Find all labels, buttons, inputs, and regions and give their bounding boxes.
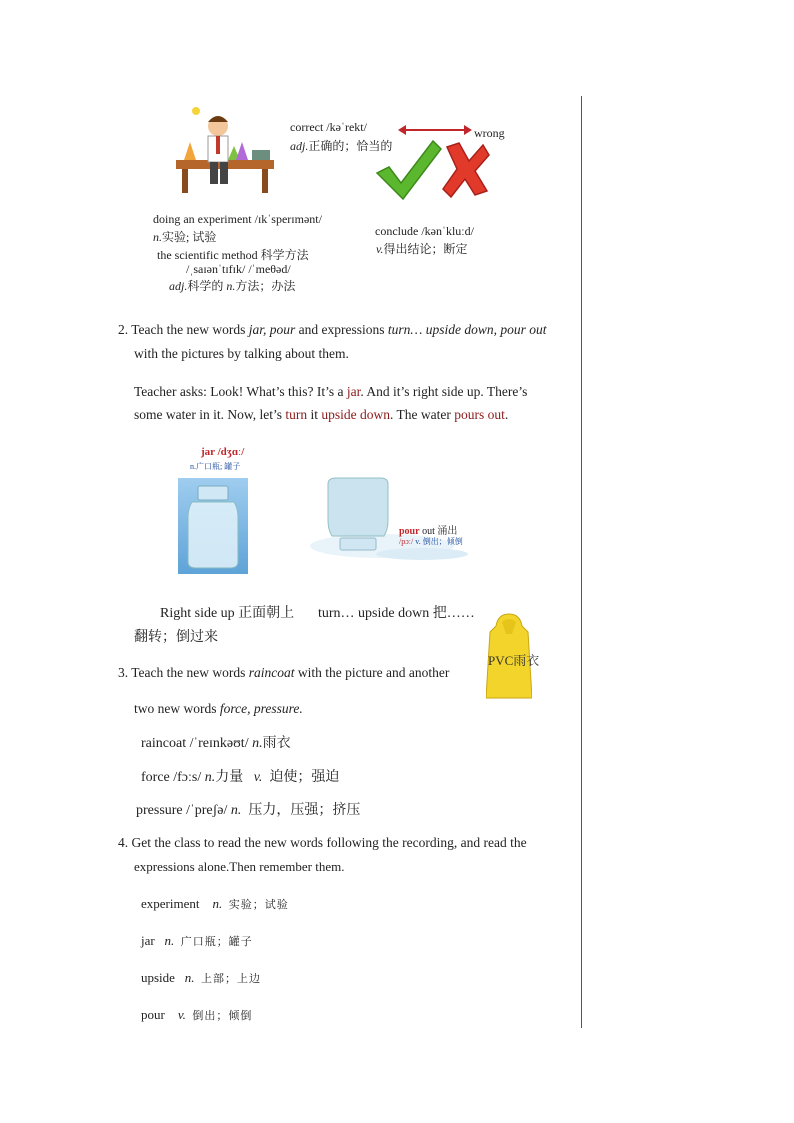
vocab-pour: pour v. 倒出；倾倒 [141,1007,253,1022]
double-arrow-icon [398,124,472,136]
experiment-meaning: n.实验; 试验 [153,230,217,244]
step2-line1: 2. Teach the new words jar, pour and expressions turn… upside down, pour out [118,322,547,337]
pour-card-word: pour out 涌出 [399,526,458,537]
vocab-force: force /fɔːs/ n.力量 v. 迫使；强迫 [141,770,340,785]
table-border-line [581,96,582,1028]
jar-image [178,478,248,574]
experiment-word: doing an experiment /ɪkˈsperɪmənt/ [153,212,322,226]
method-word: the scientific method 科学方法 [157,248,309,262]
vocab-pressure: pressure /ˈpreʃə/ n. 压力，压强；挤压 [136,803,361,818]
wrong-word: wrong [474,126,505,140]
method-meaning: adj.科学的 n.方法；办法 [169,279,296,293]
method-phonetic: /ˌsaɪənˈtɪfɪk/ /ˈmeθəd/ [186,262,291,276]
pour-image [302,470,482,562]
caption-right-side: Right side up 正面朝上 [160,606,295,621]
vocab-upside: upside n. 上部；上边 [141,970,261,985]
correct-meaning: adj.正确的；恰当的 [290,139,393,153]
jar-card-word: jar /dʒɑː/ [201,446,245,458]
teacher-question-line: Teacher asks: Look! What’s this? It’s a jar. And it’s right side up. There’s [134,384,528,399]
jar-card-meaning: n.广口瓶; 罐子 [190,462,241,471]
raincoat-label: PVC雨衣 [488,653,540,668]
step2-line2: with the pictures by talking about them. [134,346,349,361]
pour-card-meaning: /pɔː/ v. 倒出；倾倒 [399,537,463,546]
caption-turn-upside: turn… upside down 把…… [318,606,475,621]
check-cross-illustration [375,139,490,201]
vocab-jar: jar n. 广口瓶；罐子 [141,933,253,948]
caption-turn-upside-2: 翻转；倒过来 [134,630,218,645]
conclude-word: conclude /kənˈkluːd/ [375,224,474,238]
step3-line1: 3. Teach the new words raincoat with the picture and another [118,665,450,680]
step4-line1: 4. Get the class to read the new words following the recording, and read the [118,835,527,850]
step4-line2: expressions alone.Then remember them. [134,859,345,874]
correct-word: correct /kəˈrekt/ [290,120,367,134]
step3-line2: two new words force, pressure. [134,701,303,716]
vocab-raincoat: raincoat /ˈreɪnkəʊt/ n.雨衣 [141,736,291,751]
conclude-meaning: v.得出结论；断定 [376,242,468,256]
vocab-experiment: experiment n. 实验；试验 [141,896,289,911]
teacher-question-line-2: some water in it. Now, let’s turn it upside down. The water pours out. [134,407,509,422]
scientist-illustration [170,102,278,194]
